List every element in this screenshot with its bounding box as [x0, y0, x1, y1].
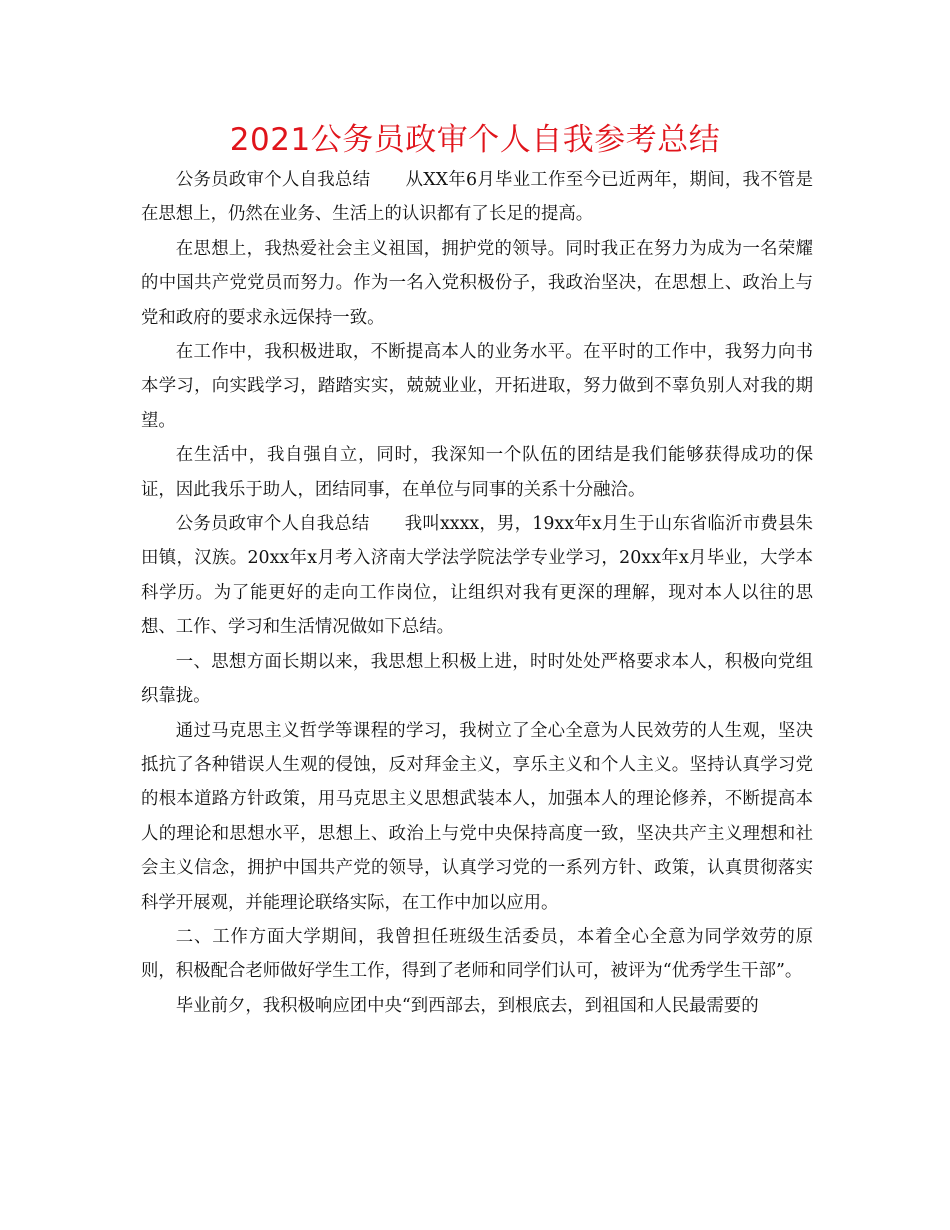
- paragraph: 公务员政审个人自我总结 我叫xxxx，男，19xx年x月生于山东省临沂市费县朱田镇，汉族。20xx年x月考入济南大学法学院法学专业学习，20xx年x月毕业，大学本科学历。为了能更好的走向工作岗位，让组织对我有更深的理解，现对本人以往的思想、工作、学习和生活情况做如下总结。: [141, 514, 813, 638]
- document-title: 2021公务员政审个人自我参考总结: [229, 122, 721, 158]
- paragraph: 公务员政审个人自我总结 从XX年6月毕业工作至今已近两年，期间，我不管是在思想上，仍然在业务、生活上的认识都有了长足的提高。: [141, 170, 813, 225]
- paragraph: 在工作中，我积极进取，不断提高本人的业务水平。在平时的工作中，我努力向书本学习，向实践学习，踏踏实实，兢兢业业，开拓进取，努力做到不辜负别人对我的期望。: [141, 342, 813, 431]
- paragraph: 在生活中，我自强自立，同时，我深知一个队伍的团结是我们能够获得成功的保证，因此我乐于助人，团结同事，在单位与同事的关系十分融洽。: [141, 445, 813, 500]
- paragraph: 一、思想方面长期以来，我思想上积极上进，时时处处严格要求本人，积极向党组织靠拢。: [141, 651, 813, 707]
- paragraph: 通过马克思主义哲学等课程的学习，我树立了全心全意为人民效劳的人生观，坚决抵抗了各种错误人生观的侵蚀，反对拜金主义，享乐主义和个人主义。坚持认真学习党的根本道路方针政策，用马克思主义思想武装本人，加强本人的理论修养，不断提高本人的理论和思想水平，思想上、政治上与党中央保持高度一致，坚决共产主义理想和社会主义信念，拥护中国共产党的领导，认真学习党的一系列方针、政策，认真贯彻落实科学开展观，并能理论联络实际，在工作中加以应用。: [141, 720, 813, 913]
- paragraph: 在思想上，我热爱社会主义祖国，拥护党的领导。同时我正在努力为成为一名荣耀的中国共产党党员而努力。作为一名入党积极份子，我政治坚决，在思想上、政治上与党和政府的要求永远保持一致。: [141, 238, 813, 328]
- paragraph: 毕业前夕，我积极响应团中央“到西部去，到根底去，到祖国和人民最需要的: [175, 995, 759, 1016]
- paragraph: 二、工作方面大学期间，我曾担任班级生活委员，本着全心全意为同学效劳的原则，积极配合老师做好学生工作，得到了老师和同学们认可，被评为“优秀学生干部”。: [141, 926, 813, 982]
- document-body: [141, 163, 813, 1023]
